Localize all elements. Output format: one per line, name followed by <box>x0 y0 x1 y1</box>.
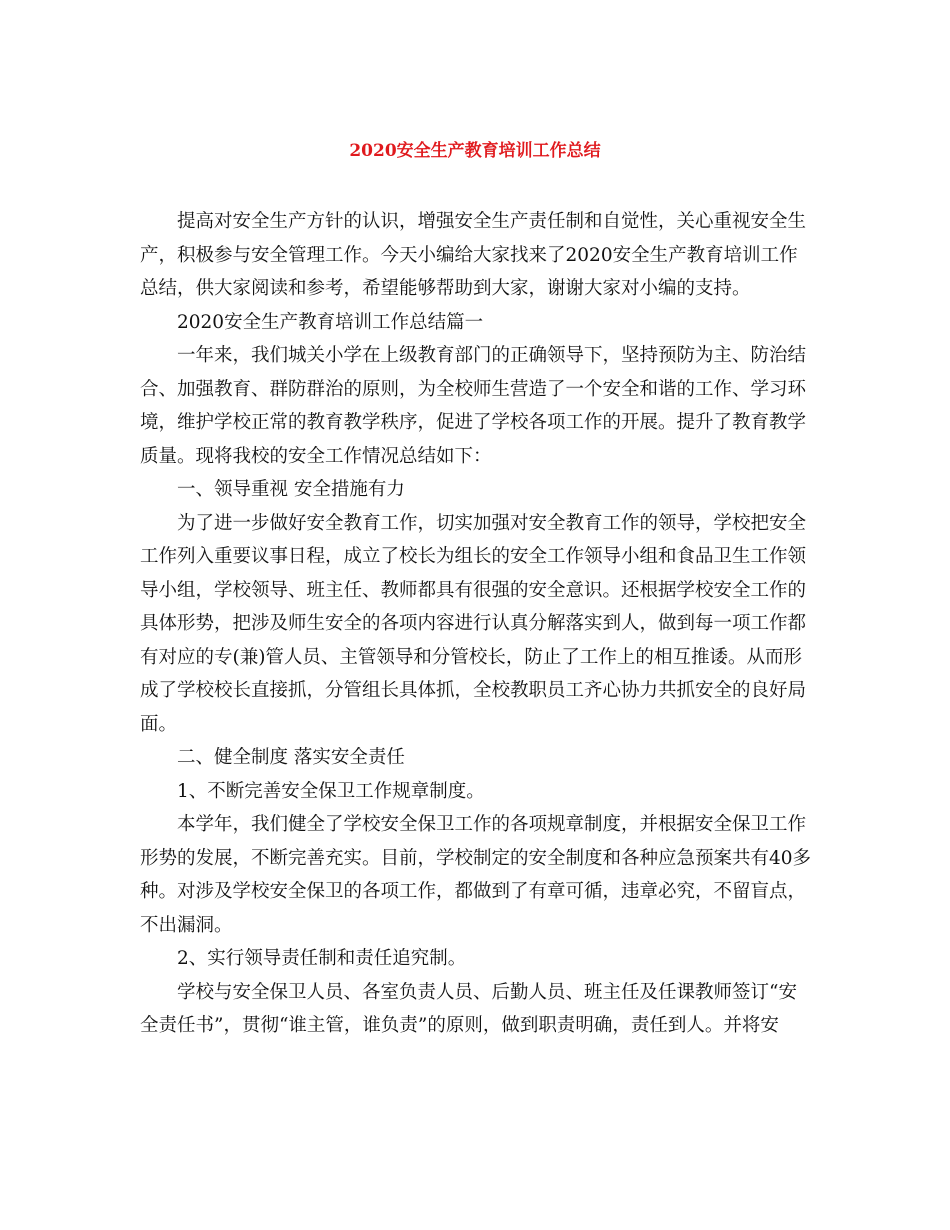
subheading-responsibility: 2、实行领导责任制和责任追究制。 <box>177 948 467 969</box>
subheading-rules: 1、不断完善安全保卫工作规章制度。 <box>177 780 485 802</box>
document-title: 2020安全生产教育培训工作总结 <box>349 141 601 161</box>
paragraph-leadership: 为了进一步做好安全教育工作，切实加强对安全教育工作的领导，学校把安全工作列入重要议事日程，成立了校长为组长的安全工作领导小组和食品卫生工作领导小组，学校领导、班主任、教师都具有很强的安全意识。还根据学校安全工作的具体形势，把涉及师生安全的各项内容进行认真分解落实到人，做到每一项工作都有对应的专(兼)管人员、主管领导和分管校长，防止了工作上的相互推诿。从而形成了学校校长直接抓，分管组长具体抓，全校教职员工齐心协力共抓安全的良好局面。 <box>140 512 807 735</box>
paragraph-rules: 本学年，我们健全了学校安全保卫工作的各项规章制度，并根据安全保卫工作形势的发展，不断完善充实。目前，学校制定的安全制度和各种应急预案共有40多种。对涉及学校安全保卫的各项工作，都做到了有章可循，违章必究，不留盲点，不出漏洞。 <box>140 814 812 936</box>
heading-leadership: 一、领导重视 安全措施有力 <box>177 479 405 500</box>
document-body <box>140 205 815 1043</box>
paragraph-intro: 提高对安全生产方针的认识，增强安全生产责任制和自觉性，关心重视安全生产，积极参与安全管理工作。今天小编给大家找来了2020安全生产教育培训工作总结，供大家阅读和参考，希望能够帮助到大家，谢谢大家对小编的支持。 <box>140 211 807 299</box>
heading-system: 二、健全制度 落实安全责任 <box>177 747 405 768</box>
section-heading-part-one: 2020安全生产教育培训工作总结篇一 <box>177 311 484 333</box>
paragraph-responsibility: 学校与安全保卫人员、各室负责人员、后勤人员、班主任及任课教师签订“安全责任书”，贯彻“谁主管，谁负责”的原则，做到职责明确，责任到人。并将安 <box>140 981 797 1036</box>
paragraph-overview: 一年来，我们城关小学在上级教育部门的正确领导下，坚持预防为主、防治结合、加强教育、群防群治的原则，为全校师生营造了一个安全和谐的工作、学习环境，维护学校正常的教育教学秩序，促进了学校各项工作的开展。提升了教育教学质量。现将我校的安全工作情况总结如下： <box>140 345 807 467</box>
